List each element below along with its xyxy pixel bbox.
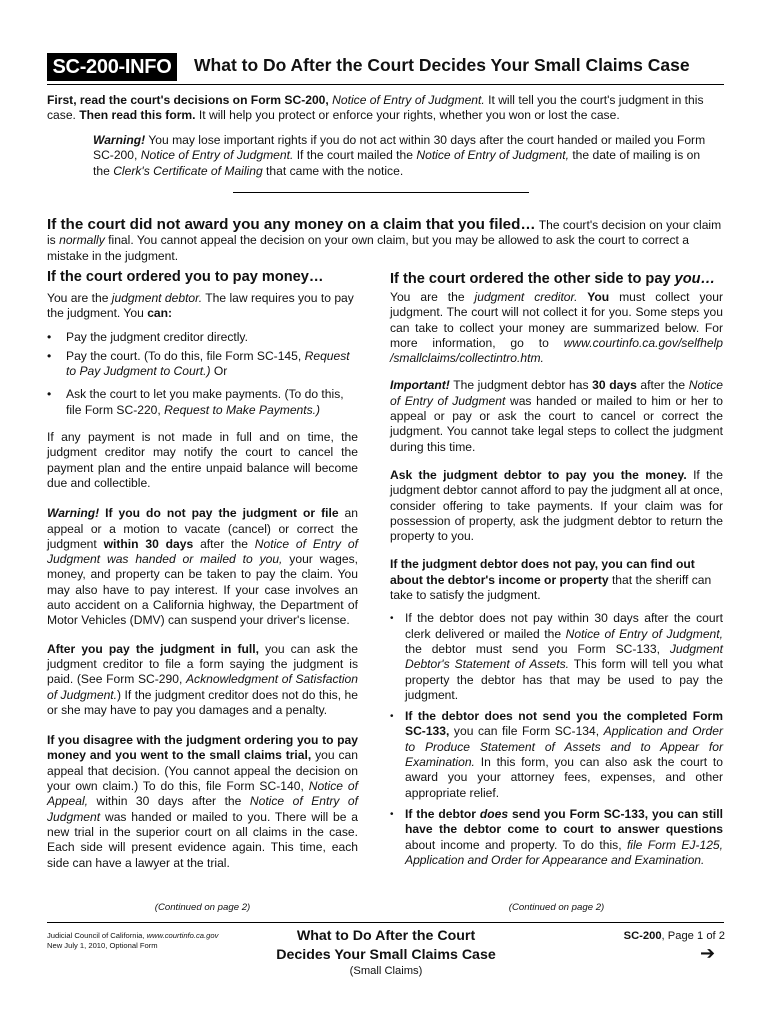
list-item: • Pay the court. (To do this, file Form SC-145, Request to Pay Judgment to Court.) Or (47, 348, 350, 379)
ask-debtor-paragraph: Ask the judgment debtor to pay you the money. If the judgment debtor cannot afford to pay the judgment all at once, consider offering to take payments. If your claim was for possession of property, ask the judgment debtor to return the property to you. (390, 467, 723, 544)
page-title: What to Do After the Court Decides Your Small Claims Case (194, 55, 690, 75)
footer-subtitle: (Small Claims) (349, 965, 423, 977)
debtor-not-pay-paragraph: If the judgment debtor does not pay, you can find out about the debtor's income or property that the sheriff can take to satisfy the judgment. (390, 557, 712, 603)
creditor-intro: You are the judgment creditor. You must collect your judgment. The court will not collect it for you. Some steps you can take to collect your money are summarized below. For more information, go to www.courtinfo.ca.gov/selfhelp /smallclaims/collectintro.htm. (390, 290, 723, 366)
list-item: • If the debtor does not send you the completed Form SC-133, you can file Form SC-134, Application and Order to Produce Statement of Assets and to Appear for Examination. In this form, you can also ask the court to award you your attorney fees, expenses, and other appropriate relief. (390, 709, 723, 800)
footer-title-line2: Decides Your Small Claims Case (276, 946, 496, 963)
footer-title-line1: What to Do After the Court (296, 928, 476, 944)
header-rule (47, 84, 724, 85)
list-item: • Pay the judgment creditor directly. (47, 329, 248, 344)
right-continued-note: (Continued on page 2) (508, 902, 605, 913)
important-note: Important! The judgment debtor has 30 days after the Notice of Entry of Judgment was handed or mailed to him or her to appeal or pay or ask the court to cancel or correct the judgment. You cannot take legal steps to collect the judgment during this time. (390, 378, 724, 454)
next-page-arrow-icon: ➔ (700, 943, 716, 963)
form-number-badge: SC-200-INFO (47, 53, 177, 81)
section-divider (233, 192, 529, 193)
list-item: • Ask the court to let you make payments. (To do this, file Form SC-220, Request to Make Payments.) (47, 387, 344, 417)
right-column-heading: If the court ordered the other side to pay you… (390, 271, 716, 287)
no-money-heading: If the court did not award you any money on a claim that you filed… (47, 216, 536, 233)
page-number: SC-200, Page 1 of 2 (623, 930, 725, 942)
intro-paragraph: First, read the court's decisions on Form SC-200, Notice of Entry of Judgment. It will tell you the court's judgment in this case. Then read this form. It will help you protect or enforce your rights, whether you won or lost the case. (47, 93, 704, 123)
default-paragraph: If any payment is not made in full and on time, the judgment creditor may notify the court to cancel the payment plan and the entire unpaid balance will become due and collectible. (47, 430, 358, 490)
left-continued-note: (Continued on page 2) (154, 902, 251, 913)
footer-publisher: Judicial Council of California, www.courtinfo.ca.gov New July 1, 2010, Optional Form (47, 931, 219, 950)
left-warning: Warning! If you do not pay the judgment or file an appeal or a motion to vacate (cancel) or correct the judgment within 30 days after the Notice of Entry of Judgment was handed or mailed to you, your wages, money, and property can be taken to pay the claim. You may also have to pay interest. If your case involves an auto accident on a California highway, the Department of Motor Vehicles (DMV) can suspend your driver's license. (47, 506, 359, 628)
list-item: • If the debtor does not pay within 30 days after the court clerk delivered or mailed the Notice of Entry of Judgment, the debtor must send you Form SC-133, Judgment Debtor's Statement of Assets. This form will tell you what property the debtor has that may be used to pay the judgment. (390, 611, 723, 702)
footer-title-block (245, 927, 527, 977)
no-money-section: If the court did not award you any money on a claim that you filed… The court's decision on your claim is normally final. You cannot appeal the decision on your own claim, but you may be allowed to ask the court to correct a mistake in the judgment. (47, 216, 722, 263)
footer-rule (47, 922, 724, 923)
list-item: • If the debtor does send you Form SC-133, you can still have the debtor come to court to answer questions about income and property. To do this, file Form EJ-125, Application and Order for Appearance and Examination. (390, 806, 724, 867)
after-payment-paragraph: After you pay the judgment in full, you can ask the judgment creditor to file a form saying the judgment is paid. (See Form SC-290, Acknowledgment of Satisfaction of Judgment.) If the judgment creditor does not do this, he or she may have to pay you damages and a penalty. (47, 641, 358, 717)
appeal-paragraph: If you disagree with the judgment ordering you to pay money and you went to the small claims trial, you can appeal that decision. (You cannot appeal the decision on your own claim.) To do this, file Form SC-140, Notice of Appeal, within 30 days after the Notice of Entry of Judgment was handed or mailed to you. There will be a new trial in the superior court on all claims in the case. Each side will present evidence again. This time, each side can have a lawyer at the trial. (47, 733, 358, 870)
payment-options-list (47, 330, 358, 418)
warning-box: Warning! You may lose important rights if you do not act within 30 days after the court handed or mailed you Form SC-200, Notice of Entry of Judgment. If the court mailed the Notice of Entry of Judgment, the date of mailing is on the Clerk's Certificate of Mailing that came with the notice. (93, 133, 706, 178)
collection-steps-list (390, 611, 723, 868)
debtor-intro: You are the judgment debtor. The law requires you to pay the judgment. You can: (47, 291, 354, 321)
left-column (47, 268, 358, 871)
left-column-heading: If the court ordered you to pay money… (47, 269, 324, 285)
right-column (390, 270, 723, 872)
